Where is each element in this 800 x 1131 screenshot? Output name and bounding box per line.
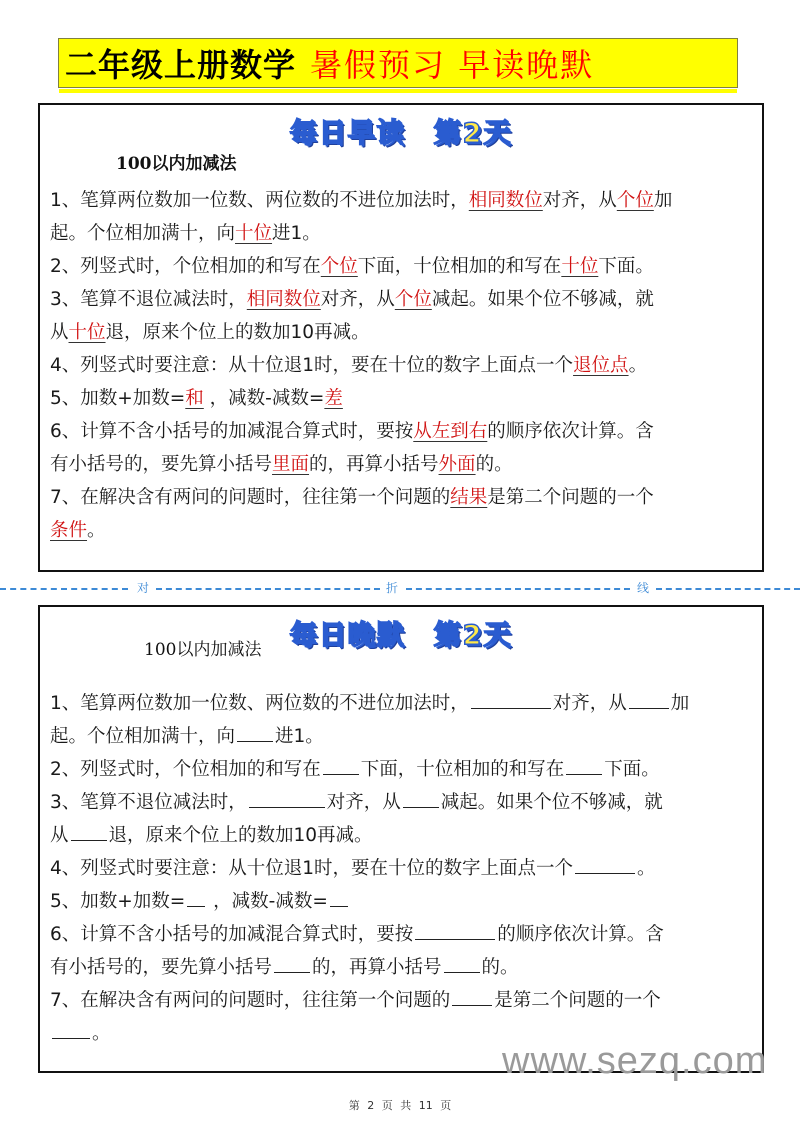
morning-item-1 (50, 184, 750, 250)
fill-in-blank[interactable] (52, 1020, 90, 1039)
item-line (50, 819, 750, 852)
item-text: 4、列竖式时要注意：从十位退1时，要在十位的数字上面点一个 (50, 355, 574, 376)
item-line (50, 316, 750, 349)
answer-text: 里面 (272, 454, 310, 475)
item-text: ，减数-减数= (203, 388, 325, 409)
fold-char: 线 (637, 581, 650, 595)
item-line (50, 885, 750, 918)
item-text: 退，原来个位上的数加10再减。 (108, 825, 373, 846)
morning-item-5 (50, 382, 750, 415)
item-line (50, 349, 750, 382)
item-text: 的。 (475, 454, 513, 475)
morning-banner-label: 每日早读 (289, 118, 406, 149)
item-line (50, 448, 750, 481)
item-text: 2、列竖式时，个位相加的和写在 (50, 256, 321, 277)
item-text: 的顺序依次计算。含 (487, 421, 654, 442)
evening-item-2 (50, 753, 750, 786)
item-line (50, 984, 750, 1017)
item-text: 的，再算小括号 (309, 454, 439, 475)
item-line (50, 786, 750, 819)
fill-in-blank[interactable] (71, 822, 107, 841)
document-title-bar (58, 38, 738, 88)
fold-dash (656, 588, 800, 590)
item-line (50, 217, 750, 250)
item-line (50, 852, 750, 885)
title-grade-subject: 二年级上册数学 (65, 46, 297, 84)
item-text: 是第二个问题的一个 (494, 990, 661, 1011)
item-line (50, 184, 750, 217)
fill-in-blank[interactable] (249, 789, 325, 808)
morning-item-4 (50, 349, 750, 382)
item-text: 下面。 (604, 759, 660, 780)
fill-in-blank[interactable] (274, 954, 310, 973)
fill-in-blank[interactable] (566, 756, 602, 775)
item-text: 的。 (481, 957, 519, 978)
answer-text: 相同数位 (246, 289, 321, 310)
answer-text: 十位 (68, 322, 106, 343)
item-text: 7、在解决含有两问的问题时，往往第一个问题的 (50, 487, 451, 508)
fill-in-blank[interactable] (403, 789, 439, 808)
fold-dash (156, 588, 380, 590)
item-text: 。 (628, 355, 648, 376)
item-text: 进1。 (272, 223, 321, 244)
item-text: ，减数-减数= (207, 891, 328, 912)
evening-item-5 (50, 885, 750, 918)
morning-banner-day: 第2天 (433, 118, 513, 149)
evening-item-1 (50, 687, 750, 753)
fill-in-blank[interactable] (629, 690, 669, 709)
item-line (50, 687, 750, 720)
item-text: 起。个位相加满十，向 (50, 726, 236, 747)
item-line (50, 415, 750, 448)
answer-text: 个位 (394, 289, 432, 310)
fill-in-blank[interactable] (237, 723, 273, 742)
answer-text: 相同数位 (468, 190, 543, 211)
answer-text: 个位 (616, 190, 654, 211)
item-text: 进1。 (275, 726, 324, 747)
item-text: 有小括号的，要先算小括号 (50, 957, 273, 978)
item-text: 加 (653, 190, 673, 211)
answer-text: 退位点 (573, 355, 629, 376)
answer-text: 外面 (438, 454, 476, 475)
watermark: www.sezq.com (502, 1040, 768, 1082)
page-number: 第 2 页 共 11 页 (348, 1099, 452, 1112)
item-text: 减起。如果个位不够减，就 (431, 289, 654, 310)
item-text: 4、列竖式时要注意：从十位退1时，要在十位的数字上面点一个 (50, 858, 574, 879)
morning-item-3 (50, 283, 750, 349)
evening-item-3 (50, 786, 750, 852)
item-text: 减起。如果个位不够减，就 (440, 792, 663, 813)
item-text: 下面，十位相加的和写在 (360, 759, 565, 780)
item-line (50, 753, 750, 786)
item-text: 。 (92, 1023, 111, 1044)
morning-item-6 (50, 415, 750, 481)
item-line (50, 514, 750, 547)
item-text: 退，原来个位上的数加10再减。 (105, 322, 370, 343)
item-line (50, 250, 750, 283)
item-text: 。 (87, 520, 106, 541)
fill-in-blank[interactable] (452, 987, 492, 1006)
item-text: 5、加数+加数= (50, 891, 186, 912)
evening-banner-label: 每日晚默 (289, 620, 406, 651)
answer-text: 条件 (50, 520, 88, 541)
item-text: 对齐，从 (320, 289, 395, 310)
item-text: 从 (50, 322, 69, 343)
morning-topic: 100以内加减法 (116, 154, 237, 174)
item-text: 对齐，从 (542, 190, 617, 211)
answer-text: 和 (185, 388, 204, 409)
item-text: 3、笔算不退位减法时， (50, 289, 247, 310)
fill-in-blank[interactable] (323, 756, 359, 775)
item-line (50, 382, 750, 415)
evening-item-list (50, 687, 750, 1050)
fill-in-blank[interactable] (415, 921, 495, 940)
fill-in-blank[interactable] (575, 855, 635, 874)
fill-in-blank[interactable] (444, 954, 480, 973)
evening-item-4 (50, 852, 750, 885)
fold-char: 对 (137, 581, 150, 595)
item-text: 2、列竖式时，个位相加的和写在 (50, 759, 321, 780)
item-text: 有小括号的，要先算小括号 (50, 454, 273, 475)
item-line (50, 283, 750, 316)
item-line (50, 951, 750, 984)
item-text: 。 (637, 858, 656, 879)
item-text: 6、计算不含小括号的加减混合算式时，要按 (50, 924, 414, 945)
item-text: 下面，十位相加的和写在 (357, 256, 562, 277)
item-text: 6、计算不含小括号的加减混合算式时，要按 (50, 421, 414, 442)
answer-text: 个位 (320, 256, 358, 277)
item-text: 的顺序依次计算。含 (497, 924, 664, 945)
morning-item-7 (50, 481, 750, 547)
answer-text: 差 (324, 388, 343, 409)
item-text: 起。个位相加满十，向 (50, 223, 236, 244)
title-program: 暑假预习 早读晚默 (310, 46, 595, 84)
morning-banner (40, 111, 762, 150)
item-line (50, 720, 750, 753)
answer-text: 十位 (561, 256, 599, 277)
fill-in-blank[interactable] (330, 888, 348, 907)
answer-text: 从左到右 (413, 421, 488, 442)
item-text: 加 (670, 693, 690, 714)
morning-item-2 (50, 250, 750, 283)
item-text: 3、笔算不退位减法时， (50, 792, 247, 813)
item-text: 1、笔算两位数加一位数、两位数的不进位加法时， (50, 190, 469, 211)
morning-item-list (50, 184, 750, 547)
answer-text: 十位 (235, 223, 273, 244)
evening-banner-day: 第2天 (433, 620, 513, 651)
morning-reading-panel (38, 103, 764, 572)
item-text: 从 (50, 825, 69, 846)
item-line (50, 481, 750, 514)
answer-text: 结果 (450, 487, 488, 508)
item-text: 7、在解决含有两问的问题时，往往第一个问题的 (50, 990, 451, 1011)
item-line (50, 918, 750, 951)
item-text: 下面。 (598, 256, 654, 277)
fold-dash (406, 588, 630, 590)
fold-line (0, 580, 800, 596)
item-text: 是第二个问题的一个 (487, 487, 654, 508)
item-text: 对齐，从 (326, 792, 401, 813)
evening-topic: 100以内加减法 (144, 640, 262, 660)
fill-in-blank[interactable] (187, 888, 205, 907)
fill-in-blank[interactable] (471, 690, 551, 709)
fold-char: 折 (386, 581, 399, 595)
item-text: 5、加数+加数= (50, 388, 186, 409)
item-text: 的，再算小括号 (312, 957, 442, 978)
item-text: 1、笔算两位数加一位数、两位数的不进位加法时， (50, 693, 469, 714)
evening-item-6 (50, 918, 750, 984)
fold-dash (0, 588, 128, 590)
item-text: 对齐，从 (552, 693, 627, 714)
evening-dictation-panel (38, 605, 764, 1073)
